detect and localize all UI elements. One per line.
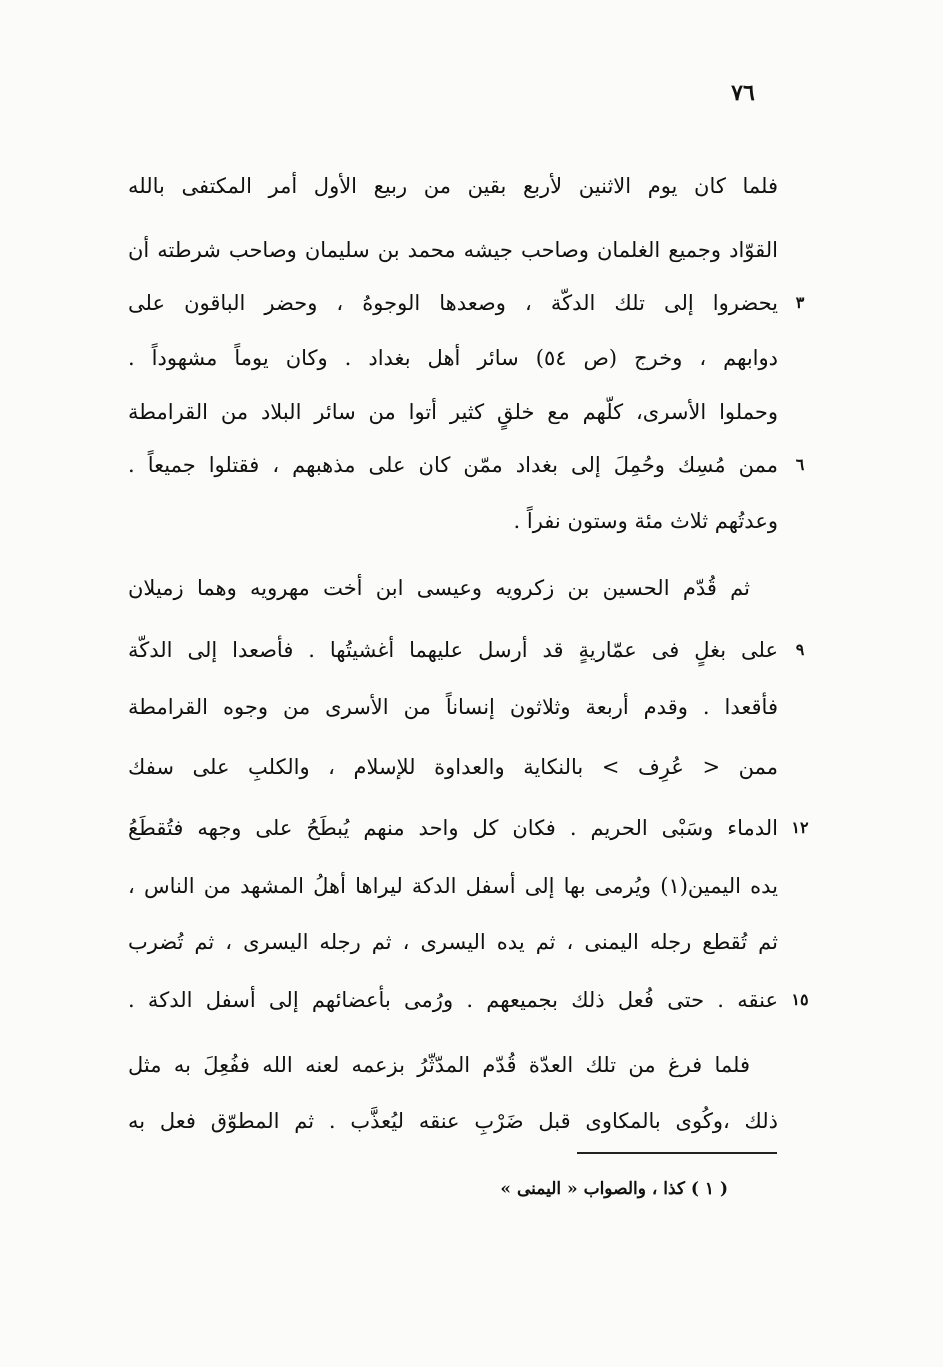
footnote-divider [577,1152,777,1154]
text-line: ثم قُدّم الحسين بن زكرويه وعيسى ابن أخت مهرويه وهما زميلان [128,576,750,600]
text-line: فلما فرغ من تلك العدّة قُدّم المدّثّرُ بزعمه لعنه الله ففُعِلَ به مثل [128,1053,750,1077]
text-line: دوابهم ، وخرج (ص ٥٤) سائر أهل بغداد . وكان يوماً مشهوداً . [128,346,778,370]
text-line: القوّاد وجميع الغلمان وصاحب جيشه محمد بن سليمان وصاحب شرطته أن [128,238,778,262]
text-line: فلما كان يوم الاثنين لأربع بقين من ربيع الأول أمر المكتفى بالله [128,174,778,198]
text-line: فأقعدا . وقدم أربعة وثلاثون إنساناً من الأسرى من وجوه القرامطة [128,695,778,719]
line-number: ١٥ [791,990,809,1009]
text-line: وعدتُهم ثلاث مئة وستون نفراً . [513,509,778,533]
page-number: ٧٦ [731,80,755,106]
text-line: الدماء وسَبْى الحريم . فكان كل واحد منهم يُبطَحُ على وجهه فتُقطَعُ [128,816,778,840]
text-line: ممن < عُرِف > بالنكاية والعداوة للإسلام ، والكلبِ على سفك [128,755,778,779]
text-line: ممن مُسِك وحُمِلَ إلى بغداد ممّن كان على مذهبهم ، فقتلوا جميعاً . [128,453,778,477]
line-number: ٩ [795,640,805,659]
line-number: ٣ [795,293,805,312]
text-line: ثم تُقطع رجله اليمنى ، ثم يده اليسرى ، ثم رجله اليسرى ، ثم تُضرب [128,930,778,954]
text-line: على بغلٍ فى عمّاريةٍ قد أرسل عليهما أغشيتُها . فأصعدا إلى الدكّة [128,638,778,662]
text-line: يده اليمين(١) ويُرمى بها إلى أسفل الدكة ليراها أهلُ المشهد من الناس ، [128,874,778,898]
text-line: وحملوا الأسرى، كلّهم مع خلقٍ كثير أتوا من سائر البلاد من القرامطة [128,400,778,424]
line-number: ٦ [795,455,805,474]
text-line: ذلك ،وكُوى بالمكاوى قبل ضَرْبِ عنقه ليُعذَّب . ثم المطوّق فعل به [128,1109,778,1133]
text-line: يحضروا إلى تلك الدكّة ، وصعدها الوجوهُ ، وحضر الباقون على [128,291,778,315]
line-number: ١٢ [791,818,809,837]
text-line: عنقه . حتى فُعل ذلك بجميعهم . ورُمى بأعضائهم إلى أسفل الدكة . [128,988,778,1012]
footnote: ( ١ ) كذا ، والصواب « اليمنى » [500,1179,728,1199]
